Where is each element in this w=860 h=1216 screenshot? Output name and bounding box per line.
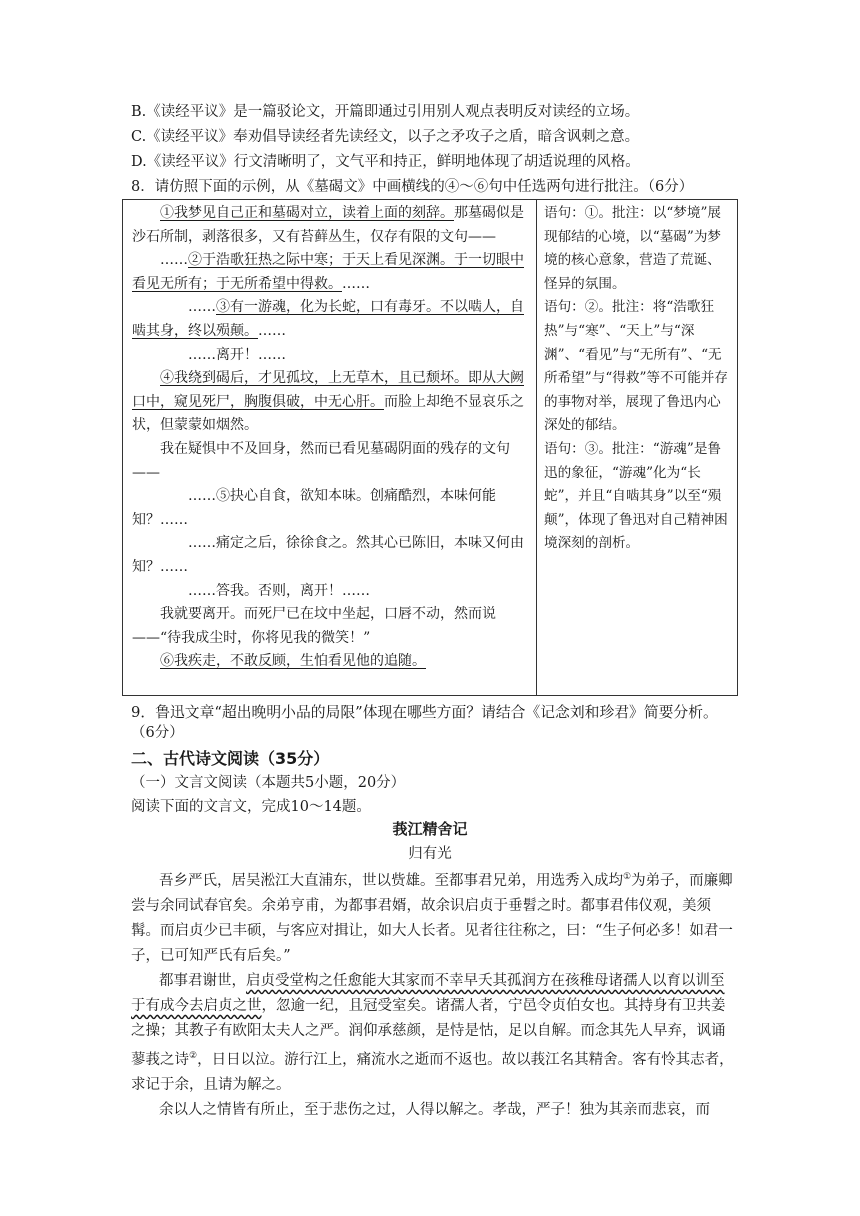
annotation-2: 语句：②。批注：将“浩歌狂热”与“寒”、“天上”与“深渊”、“看见”与“无所有”、“无所希望”与“得救”等不可能并存的事物对举，展现了鲁迅内心深处的郁结。	[544, 299, 728, 434]
passage-p5: ④我绕到碣后，才见孤坟，上无草木，且已颓坏。即从大阙口中，窥见死尸，胸腹俱破，中无心肝。而脸上却绝不显哀乐之状，但蒙蒙如烟然。	[132, 370, 524, 434]
passage-p6: 我在疑惧中不及回身，然而已看见墓碣阴面的残存的文句——	[132, 440, 510, 481]
passage-p3: ……③有一游魂，化为长蛇，口有毒牙。不以啮人，自啮其身，终以殒颠。……	[132, 299, 524, 339]
passage-p4: ……离开！……	[188, 346, 286, 363]
option-c: C.《读经平议》奉劝倡导读经者先读经文，以子之矛攻子之盾，暗含讽刺之意。	[131, 129, 640, 145]
essay-para-3: 余以人之情皆有所止，至于悲伤之过，人得以解之。孝哉，严子！独为其亲而悲哀，而	[159, 1101, 710, 1118]
option-d: D.《读经平议》行文清晰明了，文气平和持正，鲜明地体现了胡适说理的风格。	[131, 154, 640, 170]
essay-body	[131, 865, 738, 1123]
table-left-column	[132, 202, 530, 674]
reading-instruction: 阅读下面的文言文，完成10～14题。	[131, 799, 371, 815]
passage-p11: ⑥我疾走，不敢反顾，生怕看见他的追随。	[160, 653, 426, 670]
question-9: 9．鲁迅文章“超出晚明小品的局限”体现在哪些方面？请结合《记念刘和珍君》简要分析。	[131, 704, 718, 721]
passage-p9: ……答我。否则，离开！……	[188, 582, 370, 599]
table-divider	[536, 200, 537, 695]
annotation-3: 语句：③。批注：“游魂”是鲁迅的象征，“游魂”化为“长蛇”，并且“自啮其身”以至“殒颠”，体现了鲁迅对自己精神困境深刻的剖析。	[544, 440, 728, 552]
question-9-score: （6分）	[131, 725, 184, 741]
annotation-table	[122, 199, 738, 696]
question-8: 8．请仿照下面的示例，从《墓碣文》中画横线的④～⑥句中任选两句进行批注。（6分）	[131, 179, 694, 195]
subsection-heading: （一）文言文阅读（本题共5小题，20分）	[131, 775, 406, 791]
essay-title: 莪江精舍记	[392, 820, 468, 838]
passage-p8: ……痛定之后，徐徐食之。然其心已陈旧，本味又何由知？……	[132, 535, 524, 575]
annotation-1: 语句：①。批注：以“梦境”展现郁结的心境，以“墓碣”为梦境的核心意象，营造了荒诞、怪异的氛围。	[544, 205, 722, 292]
essay-author: 归有光	[408, 846, 452, 862]
table-right-column	[544, 202, 730, 556]
passage-p10: 我就要离开。而死尸已在坟中坐起，口唇不动，然而说——“待我成尘时，你将见我的微笑！”	[132, 606, 496, 646]
option-b: B.《读经平议》是一篇驳论文，开篇即通过引用别人观点表明反对读经的立场。	[131, 104, 640, 120]
passage-p7: ……⑤抉心自食，欲知本味。创痛酷烈，本味何能知？……	[132, 488, 496, 528]
essay-para-2: 都事君谢世，启贞受堂构之任愈能大其家而不幸早夭其孤润方在孩稚母诸孺人以育以训至于有成今去启贞之世，忽逾一纪，且冠受室矣。诸孺人者，宁邑令贞伯女也。其持身有卫共姜之操；其教子有欧阳太夫人之严。润仰承慈颜，是恃是怙，足以自解。而念其先人早弃，讽诵蓼莪之诗②，日日以泣。游行江上，痛流水之逝而不返也。故以莪江名其精舍。客有怜其志者，求记于余，且请为解之。	[131, 972, 734, 1093]
section-heading: 二、古代诗文阅读（35分）	[131, 749, 330, 768]
essay-para-1: 吾乡严氏，居吴淞江大直浦东，世以赀雄。至都事君兄弟，用选秀入成均①为弟子，而廉卿尝与余同试春官矣。余弟亨甫，为都事君婿，故余识启贞于垂髫之时。都事君伟仪观，美须髯。而启贞少已丰硕，与客应对揖让，如大人长者。见者往往称之，曰：“生子何必多！如君一子，已可知严氏有后矣。”	[131, 872, 733, 964]
passage-p2: ……②于浩歌狂热之际中寒；于天上看见深渊。于一切眼中看见无所有；于无所希望中得救。……	[132, 252, 524, 292]
passage-p1: ①我梦见自己正和墓碣对立，读着上面的刻辞。那墓碣似是沙石所制，剥落很多，又有苔藓丛生，仅存有限的文句——	[132, 205, 524, 245]
